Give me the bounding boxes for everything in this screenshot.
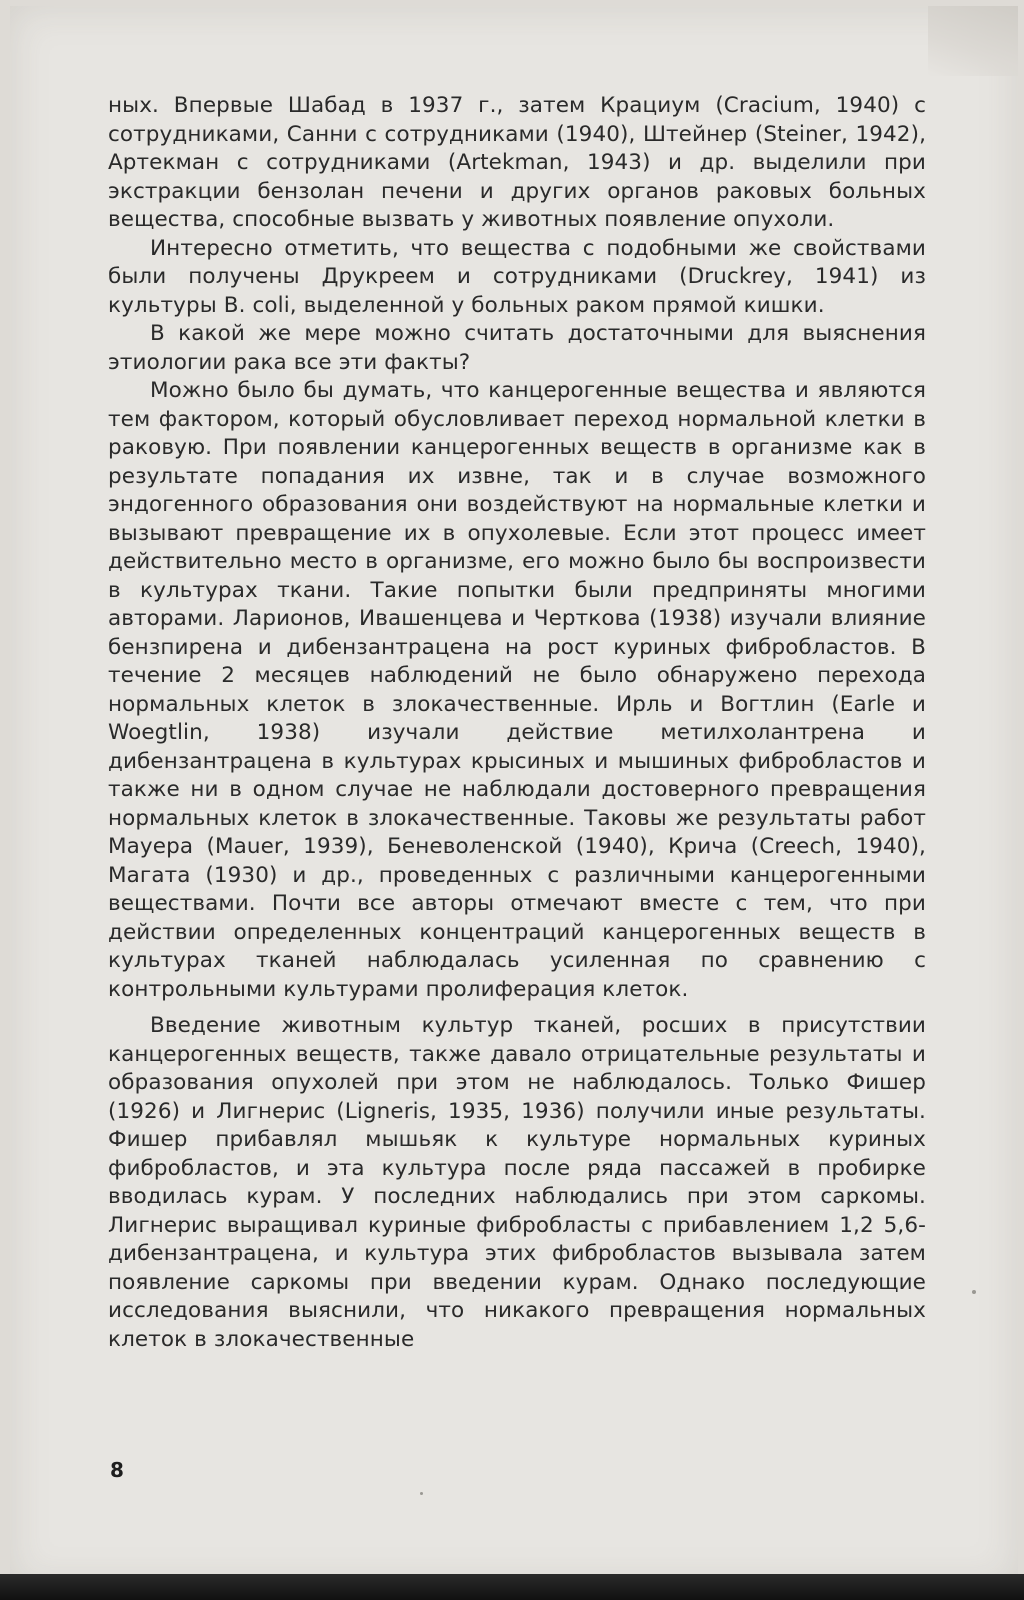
page-corner-fold bbox=[928, 6, 1018, 76]
paragraph-animal-transplant: Введение животным культур тканей, росших в присутствии канцерогенных веществ, также давало отрицательные результаты и образования опухолей при этом не наблюдалось. Только Фишер (1926) и Лигнерис (Ligneris, 1935, 1936) получили иные результаты. Фишер прибавлял мышьяк к культуре нормальных куриных фибробластов, и эта культура после ряда пассажей в пробирке вводилась курам. У последних наблюдались при этом саркомы. Лигнерис выращивал куриные фибробласты с прибавлением 1,2 5,6-дибензантрацена, и культура этих фибробластов вызывала затем появление саркомы при введении курам. Однако последующие исследования выяснили, что никакого превращения нормальных клеток в злокачественные bbox=[108, 1013, 926, 1352]
scan-speck bbox=[972, 1290, 976, 1294]
paragraph-tissue-cultures: Можно было бы думать, что канцерогенные вещества и являются тем фактором, который обусловливает переход нормальной клетки в раковую. При появлении канцерогенных веществ в организме как в результате попадания их извне, так и в случае возможного эндогенного образования они воздействуют на нормальные клетки и вызывают превращение их в опухолевые. Если этот процесс имеет действительно место в организме, его можно было бы воспроизвести в культурах ткани. Такие попытки были предприняты многими авторами. Ларионов, Ивашенцева и Черткова (1938) изучали влияние бензпирена и дибензантрацена на рост куриных фибробластов. В течение 2 месяцев наблюдений не было обнаружено перехода нормальных клеток в злокачественные. Ирль и Вогтлин (Earle и Woegtlin, 1938) изучали действие метилхолантрена и дибензантрацена в культурах крысиных и мышиных фибробластов и также ни в одном случае не наблюдали достоверного превращения нормальных клеток в злокачественные. Таковы же результаты работ Мауера (Mauer, 1939), Беневоленской (1940), Крича (Creech, 1940), Магата (1930) и др., проведенных с различными канцерогенными веществами. Почти все авторы отмечают вместе с тем, что при действии определенных концентраций канцерогенных веществ в культурах тканей наблюдалась усиленная по сравнению с контрольными культурами пролиферация клеток. bbox=[108, 378, 926, 1002]
scan-bottom-edge bbox=[0, 1574, 1024, 1600]
scan-speck bbox=[420, 1492, 423, 1495]
paragraph-question: В какой же мере можно считать достаточными для выяснения этиологии рака все эти факты? bbox=[108, 321, 926, 375]
paragraph-druckrey: Интересно отметить, что вещества с подобными же свойствами были получены Друкреем и сотрудниками (Druckrey, 1941) из культуры B. coli, выделенной у больных раком прямой кишки. bbox=[108, 235, 926, 318]
paragraph-continuation: ных. Впервые Шабад в 1937 г., затем Крациум (Cracium, 1940) с сотрудниками, Санни с сотрудниками (1940), Штейнер (Steiner, 1942), Артекман с сотрудниками (Artekman, 1943) и др. выделили при экстракции бензолан печени и других органов раковых больных вещества, способные вызвать у животных появление опухоли. bbox=[108, 93, 926, 232]
page-number: 8 bbox=[110, 1458, 124, 1482]
body-text bbox=[108, 92, 926, 1354]
